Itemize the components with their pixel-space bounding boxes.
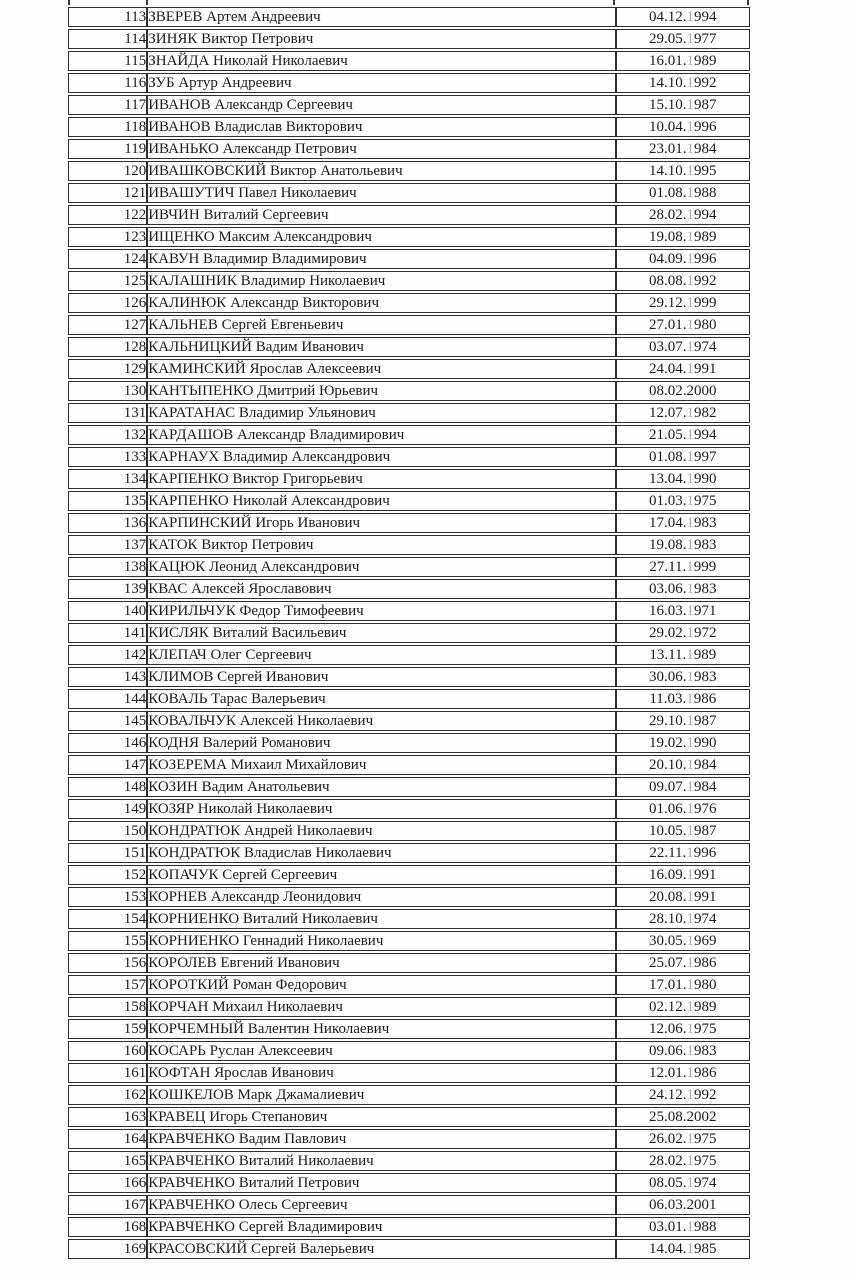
row-number: 168 <box>68 1217 147 1237</box>
row-number: 137 <box>68 535 147 555</box>
faded-year-digit: 1 <box>686 1241 695 1257</box>
birth-date: 08.02.2000 <box>616 381 750 401</box>
faded-year-digit: 1 <box>686 31 695 47</box>
person-name: КАРПЕНКО Виктор Григорьевич <box>147 469 615 489</box>
birth-date: 09.06.1983 <box>616 1041 750 1061</box>
row-number: 161 <box>68 1063 147 1083</box>
table-row <box>68 843 750 863</box>
person-name: КОЗИН Вадим Анатольевич <box>147 777 615 797</box>
row-number: 140 <box>68 601 147 621</box>
table-row <box>68 557 750 577</box>
birth-date: 25.07.1986 <box>616 953 750 973</box>
row-number: 134 <box>68 469 147 489</box>
birth-date: 10.04.1996 <box>616 117 750 137</box>
row-number: 146 <box>68 733 147 753</box>
row-number: 141 <box>68 623 147 643</box>
birth-date: 01.06.1976 <box>616 799 750 819</box>
birth-date: 28.02.1975 <box>616 1151 750 1171</box>
faded-year-digit: 1 <box>686 1175 695 1191</box>
row-number: 123 <box>68 227 147 247</box>
table-row <box>68 733 750 753</box>
birth-date: 09.07.1984 <box>616 777 750 797</box>
faded-year-digit: 1 <box>686 75 695 91</box>
faded-year-digit: 1 <box>686 1065 695 1081</box>
faded-year-digit: 1 <box>686 1021 695 1037</box>
row-number: 144 <box>68 689 147 709</box>
birth-date: 14.04.1985 <box>616 1239 750 1259</box>
birth-date: 29.12.1999 <box>616 293 750 313</box>
person-name: ИВАШКОВСКИЙ Виктор Анатольевич <box>147 161 615 181</box>
person-name: КОСАРЬ Руслан Алексеевич <box>147 1041 615 1061</box>
roster-table-container <box>68 0 750 1261</box>
table-row <box>68 1173 750 1193</box>
birth-date: 03.07.1974 <box>616 337 750 357</box>
row-number: 139 <box>68 579 147 599</box>
table-row <box>68 381 750 401</box>
faded-year-digit: 1 <box>686 9 695 25</box>
row-number: 135 <box>68 491 147 511</box>
table-row <box>68 755 750 775</box>
birth-date: 21.05.1994 <box>616 425 750 445</box>
birth-date: 16.09.1991 <box>616 865 750 885</box>
person-name: КЛИМОВ Сергей Иванович <box>147 667 615 687</box>
table-row <box>68 623 750 643</box>
person-name: КРАВЧЕНКО Сергей Владимирович <box>147 1217 615 1237</box>
row-number: 128 <box>68 337 147 357</box>
table-row <box>68 271 750 291</box>
table-row <box>68 821 750 841</box>
birth-date: 04.09.1996 <box>616 249 750 269</box>
birth-date: 12.01.1986 <box>616 1063 750 1083</box>
row-number: 157 <box>68 975 147 995</box>
faded-year-digit: 1 <box>686 427 695 443</box>
table-row <box>68 1129 750 1149</box>
person-name: КАРАТАНАС Владимир Ульянович <box>147 403 615 423</box>
row-number: 153 <box>68 887 147 907</box>
row-number: 132 <box>68 425 147 445</box>
row-number: 154 <box>68 909 147 929</box>
table-row <box>68 1239 750 1259</box>
birth-date: 12.07.1982 <box>616 403 750 423</box>
faded-year-digit: 1 <box>686 801 695 817</box>
person-name: КОВАЛЬ Тарас Валерьевич <box>147 689 615 709</box>
faded-year-digit: 1 <box>686 207 695 223</box>
person-name: КАРПИНСКИЙ Игорь Иванович <box>147 513 615 533</box>
person-name: КОРОТКИЙ Роман Федорович <box>147 975 615 995</box>
birth-date: 11.03.1986 <box>616 689 750 709</box>
person-name: КАЛЬНЕВ Сергей Евгеньевич <box>147 315 615 335</box>
table-row <box>68 931 750 951</box>
birth-date: 23.01.1984 <box>616 139 750 159</box>
row-number: 150 <box>68 821 147 841</box>
faded-year-digit: 1 <box>686 999 695 1015</box>
person-name: КОРНИЕНКО Геннадий Николаевич <box>147 931 615 951</box>
row-number: 164 <box>68 1129 147 1149</box>
person-name: КОНДРАТЮК Владислав Николаевич <box>147 843 615 863</box>
birth-date: 12.06.1975 <box>616 1019 750 1039</box>
birth-date: 15.10.1987 <box>616 95 750 115</box>
person-name: ИВАНОВ Владислав Викторович <box>147 117 615 137</box>
row-number: 152 <box>68 865 147 885</box>
person-name: ИВАНЬКО Александр Петрович <box>147 139 615 159</box>
birth-date: 20.08.1991 <box>616 887 750 907</box>
row-number: 125 <box>68 271 147 291</box>
row-number: 156 <box>68 953 147 973</box>
person-name: КАЛАШНИК Владимир Николаевич <box>147 271 615 291</box>
birth-date: 02.12.1989 <box>616 997 750 1017</box>
person-name: КАРНАУХ Владимир Александрович <box>147 447 615 467</box>
row-number: 159 <box>68 1019 147 1039</box>
birth-date: 01.08.1988 <box>616 183 750 203</box>
row-number: 143 <box>68 667 147 687</box>
table-row <box>68 403 750 423</box>
faded-year-digit: 1 <box>686 1131 695 1147</box>
row-number: 113 <box>68 7 147 27</box>
faded-year-digit: 1 <box>686 119 695 135</box>
person-name: КАМИНСКИЙ Ярослав Алексеевич <box>147 359 615 379</box>
birth-date: 19.02.1990 <box>616 733 750 753</box>
birth-date: 29.02.1972 <box>616 623 750 643</box>
faded-year-digit: 1 <box>686 141 695 157</box>
person-name: КАЛЬНИЦКИЙ Вадим Иванович <box>147 337 615 357</box>
row-number: 160 <box>68 1041 147 1061</box>
table-row <box>68 953 750 973</box>
person-name: КРАВЧЕНКО Олесь Сергеевич <box>147 1195 615 1215</box>
person-name: КАТОК Виктор Петрович <box>147 535 615 555</box>
table-row <box>68 337 750 357</box>
row-number: 138 <box>68 557 147 577</box>
person-name: КРАВЧЕНКО Виталий Петрович <box>147 1173 615 1193</box>
faded-year-digit: 1 <box>686 845 694 861</box>
table-row <box>68 513 750 533</box>
person-name: КОНДРАТЮК Андрей Николаевич <box>147 821 615 841</box>
faded-year-digit: 1 <box>686 405 695 421</box>
person-name: КОРЧЕМНЫЙ Валентин Николаевич <box>147 1019 615 1039</box>
birth-date: 01.03.1975 <box>616 491 750 511</box>
table-row <box>68 205 750 225</box>
row-number: 166 <box>68 1173 147 1193</box>
row-number: 169 <box>68 1239 147 1259</box>
table-row <box>68 1063 750 1083</box>
birth-date: 17.01.1980 <box>616 975 750 995</box>
table-row <box>68 865 750 885</box>
birth-date: 08.05.1974 <box>616 1173 750 1193</box>
table-row <box>68 7 750 27</box>
table-row <box>68 51 750 71</box>
person-name: ЗУБ Артур Андреевич <box>147 73 615 93</box>
row-number: 114 <box>68 29 147 49</box>
person-name: КРАВЕЦ Игорь Степанович <box>147 1107 615 1127</box>
faded-year-digit: 1 <box>686 779 695 795</box>
table-row <box>68 227 750 247</box>
person-name: ИЩЕНКО Максим Александрович <box>147 227 615 247</box>
birth-date: 16.03.1971 <box>616 601 750 621</box>
faded-year-digit: 1 <box>686 471 695 487</box>
table-row <box>68 1151 750 1171</box>
birth-date: 30.05.1969 <box>616 931 750 951</box>
table-row <box>68 73 750 93</box>
table-row <box>68 997 750 1017</box>
birth-date: 26.02.1975 <box>616 1129 750 1149</box>
birth-date: 24.12.1992 <box>616 1085 750 1105</box>
person-name: КОРОЛЕВ Евгений Иванович <box>147 953 615 973</box>
table-row <box>68 535 750 555</box>
faded-year-digit: 1 <box>686 823 695 839</box>
birth-date: 19.08.1989 <box>616 227 750 247</box>
table-right-border-stub <box>747 0 749 5</box>
faded-year-digit: 1 <box>686 559 694 575</box>
person-name: КОДНЯ Валерий Романович <box>147 733 615 753</box>
person-name: КАРПЕНКО Николай Александрович <box>147 491 615 511</box>
faded-year-digit: 1 <box>686 361 695 377</box>
faded-year-digit: 1 <box>686 53 695 69</box>
birth-date: 06.03.2001 <box>616 1195 750 1215</box>
number-column-border-stub <box>146 0 148 5</box>
table-row <box>68 359 750 379</box>
row-number: 116 <box>68 73 147 93</box>
faded-year-digit: 1 <box>686 537 695 553</box>
row-number: 162 <box>68 1085 147 1105</box>
table-row <box>68 1107 750 1127</box>
faded-year-digit: 1 <box>686 1087 695 1103</box>
row-number: 155 <box>68 931 147 951</box>
birth-date: 14.10.1992 <box>616 73 750 93</box>
row-number: 142 <box>68 645 147 665</box>
faded-year-digit: 1 <box>686 647 694 663</box>
faded-year-digit: 1 <box>686 339 695 355</box>
table-row <box>68 711 750 731</box>
faded-year-digit: 1 <box>686 1043 695 1059</box>
faded-year-digit: 1 <box>686 97 695 113</box>
person-name: КОРЧАН Михаил Николаевич <box>147 997 615 1017</box>
row-number: 129 <box>68 359 147 379</box>
faded-year-digit: 1 <box>686 867 695 883</box>
birth-date: 22.11.1996 <box>616 843 750 863</box>
table-row <box>68 975 750 995</box>
person-name: КОЗЕРЕМА Михаил Михайлович <box>147 755 615 775</box>
table-row <box>68 799 750 819</box>
birth-date: 28.02.1994 <box>616 205 750 225</box>
row-number: 126 <box>68 293 147 313</box>
birth-date: 27.11.1999 <box>616 557 750 577</box>
person-name: КАРДАШОВ Александр Владимирович <box>147 425 615 445</box>
table-row <box>68 95 750 115</box>
person-name: ЗВЕРЕВ Артем Андреевич <box>147 7 615 27</box>
birth-date: 19.08.1983 <box>616 535 750 555</box>
birth-date: 25.08.2002 <box>616 1107 750 1127</box>
person-name: КОШКЕЛОВ Марк Джамалиевич <box>147 1085 615 1105</box>
person-name: КАНТЫПЕНКО Дмитрий Юрьевич <box>147 381 615 401</box>
table-row <box>68 1085 750 1105</box>
birth-date: 24.04.1991 <box>616 359 750 379</box>
person-name: ИВАНОВ Александр Сергеевич <box>147 95 615 115</box>
faded-year-digit: 1 <box>686 163 695 179</box>
birth-date: 14.10.1995 <box>616 161 750 181</box>
faded-year-digit: 1 <box>686 691 694 707</box>
table-row <box>68 601 750 621</box>
table-row <box>68 447 750 467</box>
person-name: КОЗЯР Николай Николаевич <box>147 799 615 819</box>
faded-year-digit: 1 <box>686 317 695 333</box>
faded-year-digit: 1 <box>686 229 695 245</box>
row-number: 167 <box>68 1195 147 1215</box>
row-number: 122 <box>68 205 147 225</box>
table-row <box>68 249 750 269</box>
faded-year-digit: 1 <box>686 515 695 531</box>
table-left-border-stub <box>68 0 70 5</box>
faded-year-digit: 1 <box>686 295 695 311</box>
person-name: ЗНАЙДА Николай Николаевич <box>147 51 615 71</box>
table-row <box>68 469 750 489</box>
birth-date: 03.06.1983 <box>616 579 750 599</box>
faded-year-digit: 1 <box>686 889 695 905</box>
faded-year-digit: 1 <box>686 1153 695 1169</box>
row-number: 133 <box>68 447 147 467</box>
person-name: ЗИНЯК Виктор Петрович <box>147 29 615 49</box>
faded-year-digit: 1 <box>686 625 695 641</box>
faded-year-digit: 1 <box>686 955 695 971</box>
table-row <box>68 425 750 445</box>
faded-year-digit: 1 <box>686 911 695 927</box>
faded-year-digit: 1 <box>686 933 695 949</box>
faded-year-digit: 1 <box>686 603 695 619</box>
table-row <box>68 689 750 709</box>
personnel-roster-table <box>68 5 750 1261</box>
table-row <box>68 1217 750 1237</box>
table-row <box>68 315 750 335</box>
person-name: КРАВЧЕНКО Виталий Николаевич <box>147 1151 615 1171</box>
person-name: КАВУН Владимир Владимирович <box>147 249 615 269</box>
birth-date: 13.04.1990 <box>616 469 750 489</box>
person-name: ИВАШУТИЧ Павел Николаевич <box>147 183 615 203</box>
birth-date: 03.01.1988 <box>616 1217 750 1237</box>
faded-year-digit: 1 <box>686 669 695 685</box>
row-number: 147 <box>68 755 147 775</box>
table-row <box>68 491 750 511</box>
table-row <box>68 1041 750 1061</box>
birth-date: 17.04.1983 <box>616 513 750 533</box>
table-row <box>68 777 750 797</box>
table-row <box>68 293 750 313</box>
person-name: КРАВЧЕНКО Вадим Павлович <box>147 1129 615 1149</box>
birth-date: 29.10.1987 <box>616 711 750 731</box>
person-name: КЛЕПАЧ Олег Сергеевич <box>147 645 615 665</box>
birth-date: 30.06.1983 <box>616 667 750 687</box>
birth-date: 16.01.1989 <box>616 51 750 71</box>
row-number: 119 <box>68 139 147 159</box>
birth-date: 27.01.1980 <box>616 315 750 335</box>
person-name: КОРНЕВ Александр Леонидович <box>147 887 615 907</box>
person-name: КИРИЛЬЧУК Федор Тимофеевич <box>147 601 615 621</box>
faded-year-digit: 1 <box>686 977 695 993</box>
table-row <box>68 909 750 929</box>
person-name: КОВАЛЬЧУК Алексей Николаевич <box>147 711 615 731</box>
faded-year-digit: 1 <box>686 449 695 465</box>
birth-date: 10.05.1987 <box>616 821 750 841</box>
roster-table-body <box>68 7 750 1259</box>
row-number: 149 <box>68 799 147 819</box>
row-number: 136 <box>68 513 147 533</box>
person-name: КАЦЮК Леонид Александрович <box>147 557 615 577</box>
faded-year-digit: 1 <box>686 185 695 201</box>
row-number: 121 <box>68 183 147 203</box>
previous-row-cut-off-borders <box>68 0 750 5</box>
row-number: 117 <box>68 95 147 115</box>
table-row <box>68 1019 750 1039</box>
birth-date: 28.10.1974 <box>616 909 750 929</box>
date-column-border-stub <box>613 0 615 5</box>
table-row <box>68 29 750 49</box>
faded-year-digit: 1 <box>686 757 695 773</box>
row-number: 131 <box>68 403 147 423</box>
row-number: 165 <box>68 1151 147 1171</box>
birth-date: 04.12.1994 <box>616 7 750 27</box>
table-row <box>68 117 750 137</box>
table-row <box>68 645 750 665</box>
birth-date: 29.05.1977 <box>616 29 750 49</box>
person-name: КОПАЧУК Сергей Сергеевич <box>147 865 615 885</box>
row-number: 148 <box>68 777 147 797</box>
person-name: ИВЧИН Виталий Сергеевич <box>147 205 615 225</box>
row-number: 120 <box>68 161 147 181</box>
table-row <box>68 887 750 907</box>
person-name: КВАС Алексей Ярославович <box>147 579 615 599</box>
faded-year-digit: 1 <box>686 713 695 729</box>
person-name: КИСЛЯК Виталий Васильевич <box>147 623 615 643</box>
row-number: 127 <box>68 315 147 335</box>
row-number: 163 <box>68 1107 147 1127</box>
faded-year-digit: 1 <box>686 581 695 597</box>
person-name: КОФТАН Ярослав Иванович <box>147 1063 615 1083</box>
table-row <box>68 1195 750 1215</box>
faded-year-digit: 1 <box>686 735 695 751</box>
faded-year-digit: 1 <box>686 493 695 509</box>
birth-date: 01.08.1997 <box>616 447 750 467</box>
table-row <box>68 579 750 599</box>
row-number: 124 <box>68 249 147 269</box>
person-name: КОРНИЕНКО Виталий Николаевич <box>147 909 615 929</box>
person-name: КРАСОВСКИЙ Сергей Валерьевич <box>147 1239 615 1259</box>
row-number: 145 <box>68 711 147 731</box>
faded-year-digit: 1 <box>686 1219 695 1235</box>
birth-date: 13.11.1989 <box>616 645 750 665</box>
row-number: 115 <box>68 51 147 71</box>
row-number: 118 <box>68 117 147 137</box>
person-name: КАЛИНЮК Александр Викторович <box>147 293 615 313</box>
birth-date: 08.08.1992 <box>616 271 750 291</box>
table-row <box>68 667 750 687</box>
row-number: 130 <box>68 381 147 401</box>
birth-date: 20.10.1984 <box>616 755 750 775</box>
faded-year-digit: 1 <box>686 251 695 267</box>
row-number: 158 <box>68 997 147 1017</box>
table-row <box>68 161 750 181</box>
faded-year-digit: 1 <box>686 273 695 289</box>
table-row <box>68 139 750 159</box>
row-number: 151 <box>68 843 147 863</box>
table-row <box>68 183 750 203</box>
